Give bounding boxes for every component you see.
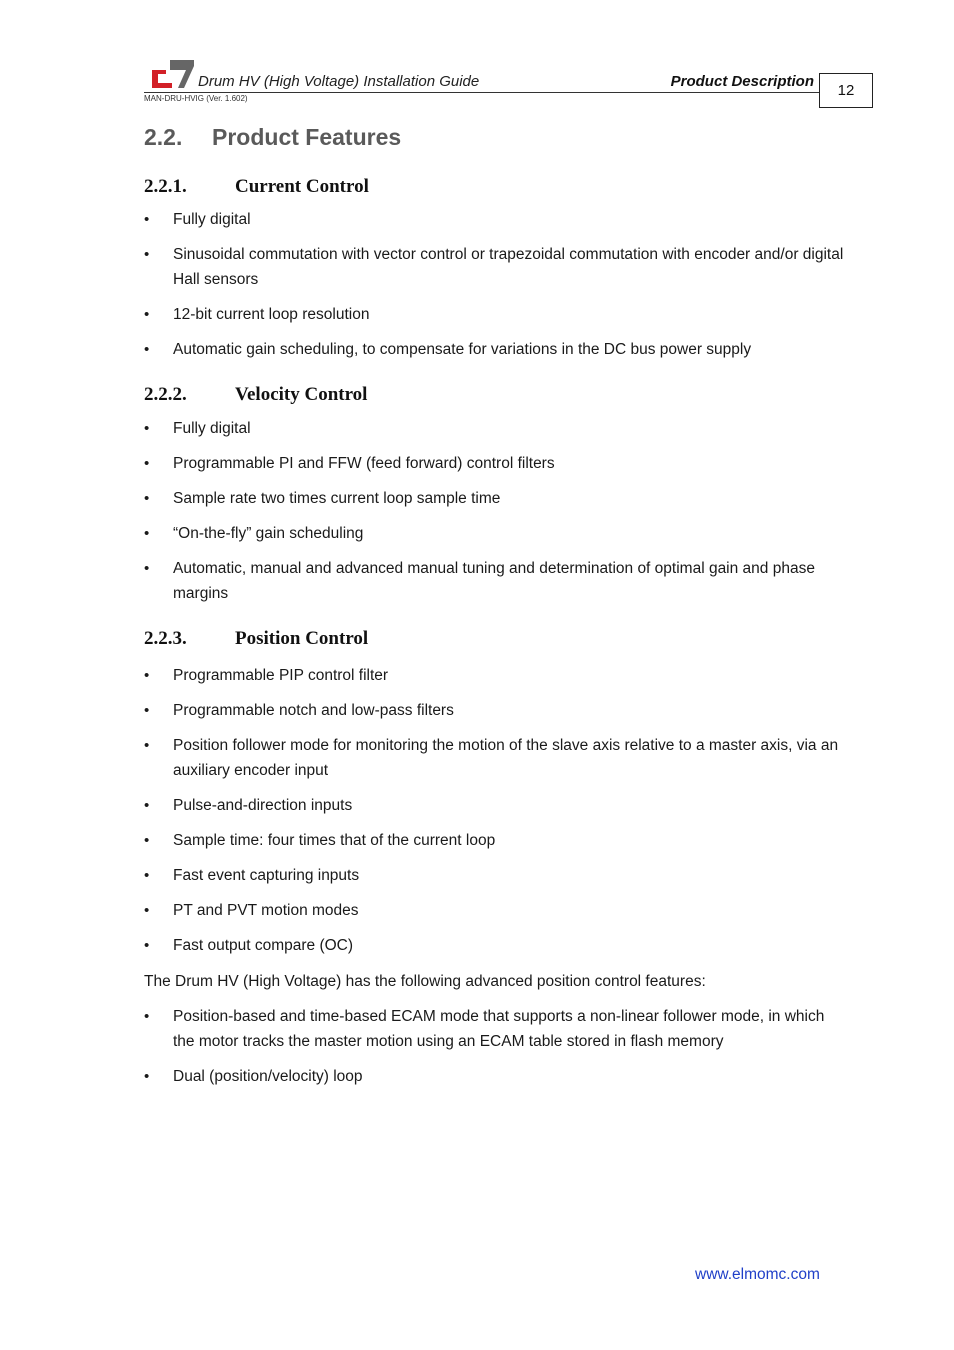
- subsection-heading-current-control: [144, 176, 369, 198]
- list-item: • Fast output compare (OC): [144, 933, 844, 958]
- section-heading: [144, 124, 401, 151]
- list-item: • Fully digital: [144, 416, 844, 441]
- list-item: • PT and PVT motion modes: [144, 898, 844, 923]
- list-item: • Automatic, manual and advanced manual tuning and determination of optimal gain and phase margins: [144, 556, 844, 606]
- current-control-list: [144, 207, 844, 372]
- advanced-position-features-list: [144, 1004, 844, 1099]
- page-number-box: [819, 73, 873, 108]
- list-item: • Automatic gain scheduling, to compensate for variations in the DC bus power supply: [144, 337, 844, 362]
- subsection-title: Current Control: [235, 176, 369, 197]
- list-item: • Dual (position/velocity) loop: [144, 1064, 844, 1089]
- header-divider: [144, 92, 820, 93]
- list-item: • Fast event capturing inputs: [144, 863, 844, 888]
- section-number: 2.2.: [144, 124, 183, 150]
- list-item: • “On-the-fly” gain scheduling: [144, 521, 844, 546]
- list-item: • Fully digital: [144, 207, 844, 232]
- page-number: 12: [837, 82, 855, 99]
- list-item: • Sample time: four times that of the current loop: [144, 828, 844, 853]
- subsection-number: 2.2.2.: [144, 384, 187, 405]
- subsection-title: Velocity Control: [235, 384, 368, 405]
- document-code: MAN-DRU-HVIG (Ver. 1.602): [144, 94, 248, 103]
- section-title: Product Features: [212, 124, 402, 150]
- subsection-heading-velocity-control: [144, 384, 367, 406]
- subsection-number: 2.2.1.: [144, 176, 187, 197]
- subsection-title: Position Control: [235, 628, 369, 649]
- list-item: • Programmable PI and FFW (feed forward) control filters: [144, 451, 844, 476]
- list-item: • Programmable PIP control filter: [144, 663, 844, 688]
- list-item: • Pulse-and-direction inputs: [144, 793, 844, 818]
- subsection-number: 2.2.3.: [144, 628, 187, 649]
- page-header: [144, 56, 874, 112]
- advanced-features-intro: The Drum HV (High Voltage) has the following advanced position control features:: [144, 973, 706, 990]
- list-item: • 12-bit current loop resolution: [144, 302, 844, 327]
- document-title: Drum HV (High Voltage) Installation Guide: [198, 73, 480, 90]
- list-item: • Sample rate two times current loop sample time: [144, 486, 844, 511]
- website-link[interactable]: www.elmomc.com: [695, 1266, 820, 1283]
- subsection-heading-position-control: [144, 628, 368, 650]
- list-item: • Programmable notch and low-pass filters: [144, 698, 844, 723]
- list-item: • Position-based and time-based ECAM mode that supports a non-linear follower mode, in which the motor tracks the master motion using an ECAM table stored in flash memory: [144, 1004, 844, 1054]
- list-item: • Sinusoidal commutation with vector control or trapezoidal commutation with encoder and/or digital Hall sensors: [144, 242, 844, 292]
- elmo-logo-icon: [148, 58, 194, 88]
- header-section-name: Product Description: [670, 73, 814, 90]
- velocity-control-list: [144, 416, 844, 616]
- position-control-list: [144, 663, 844, 968]
- list-item: • Position follower mode for monitoring the motion of the slave axis relative to a master axis, via an auxiliary encoder input: [144, 733, 844, 783]
